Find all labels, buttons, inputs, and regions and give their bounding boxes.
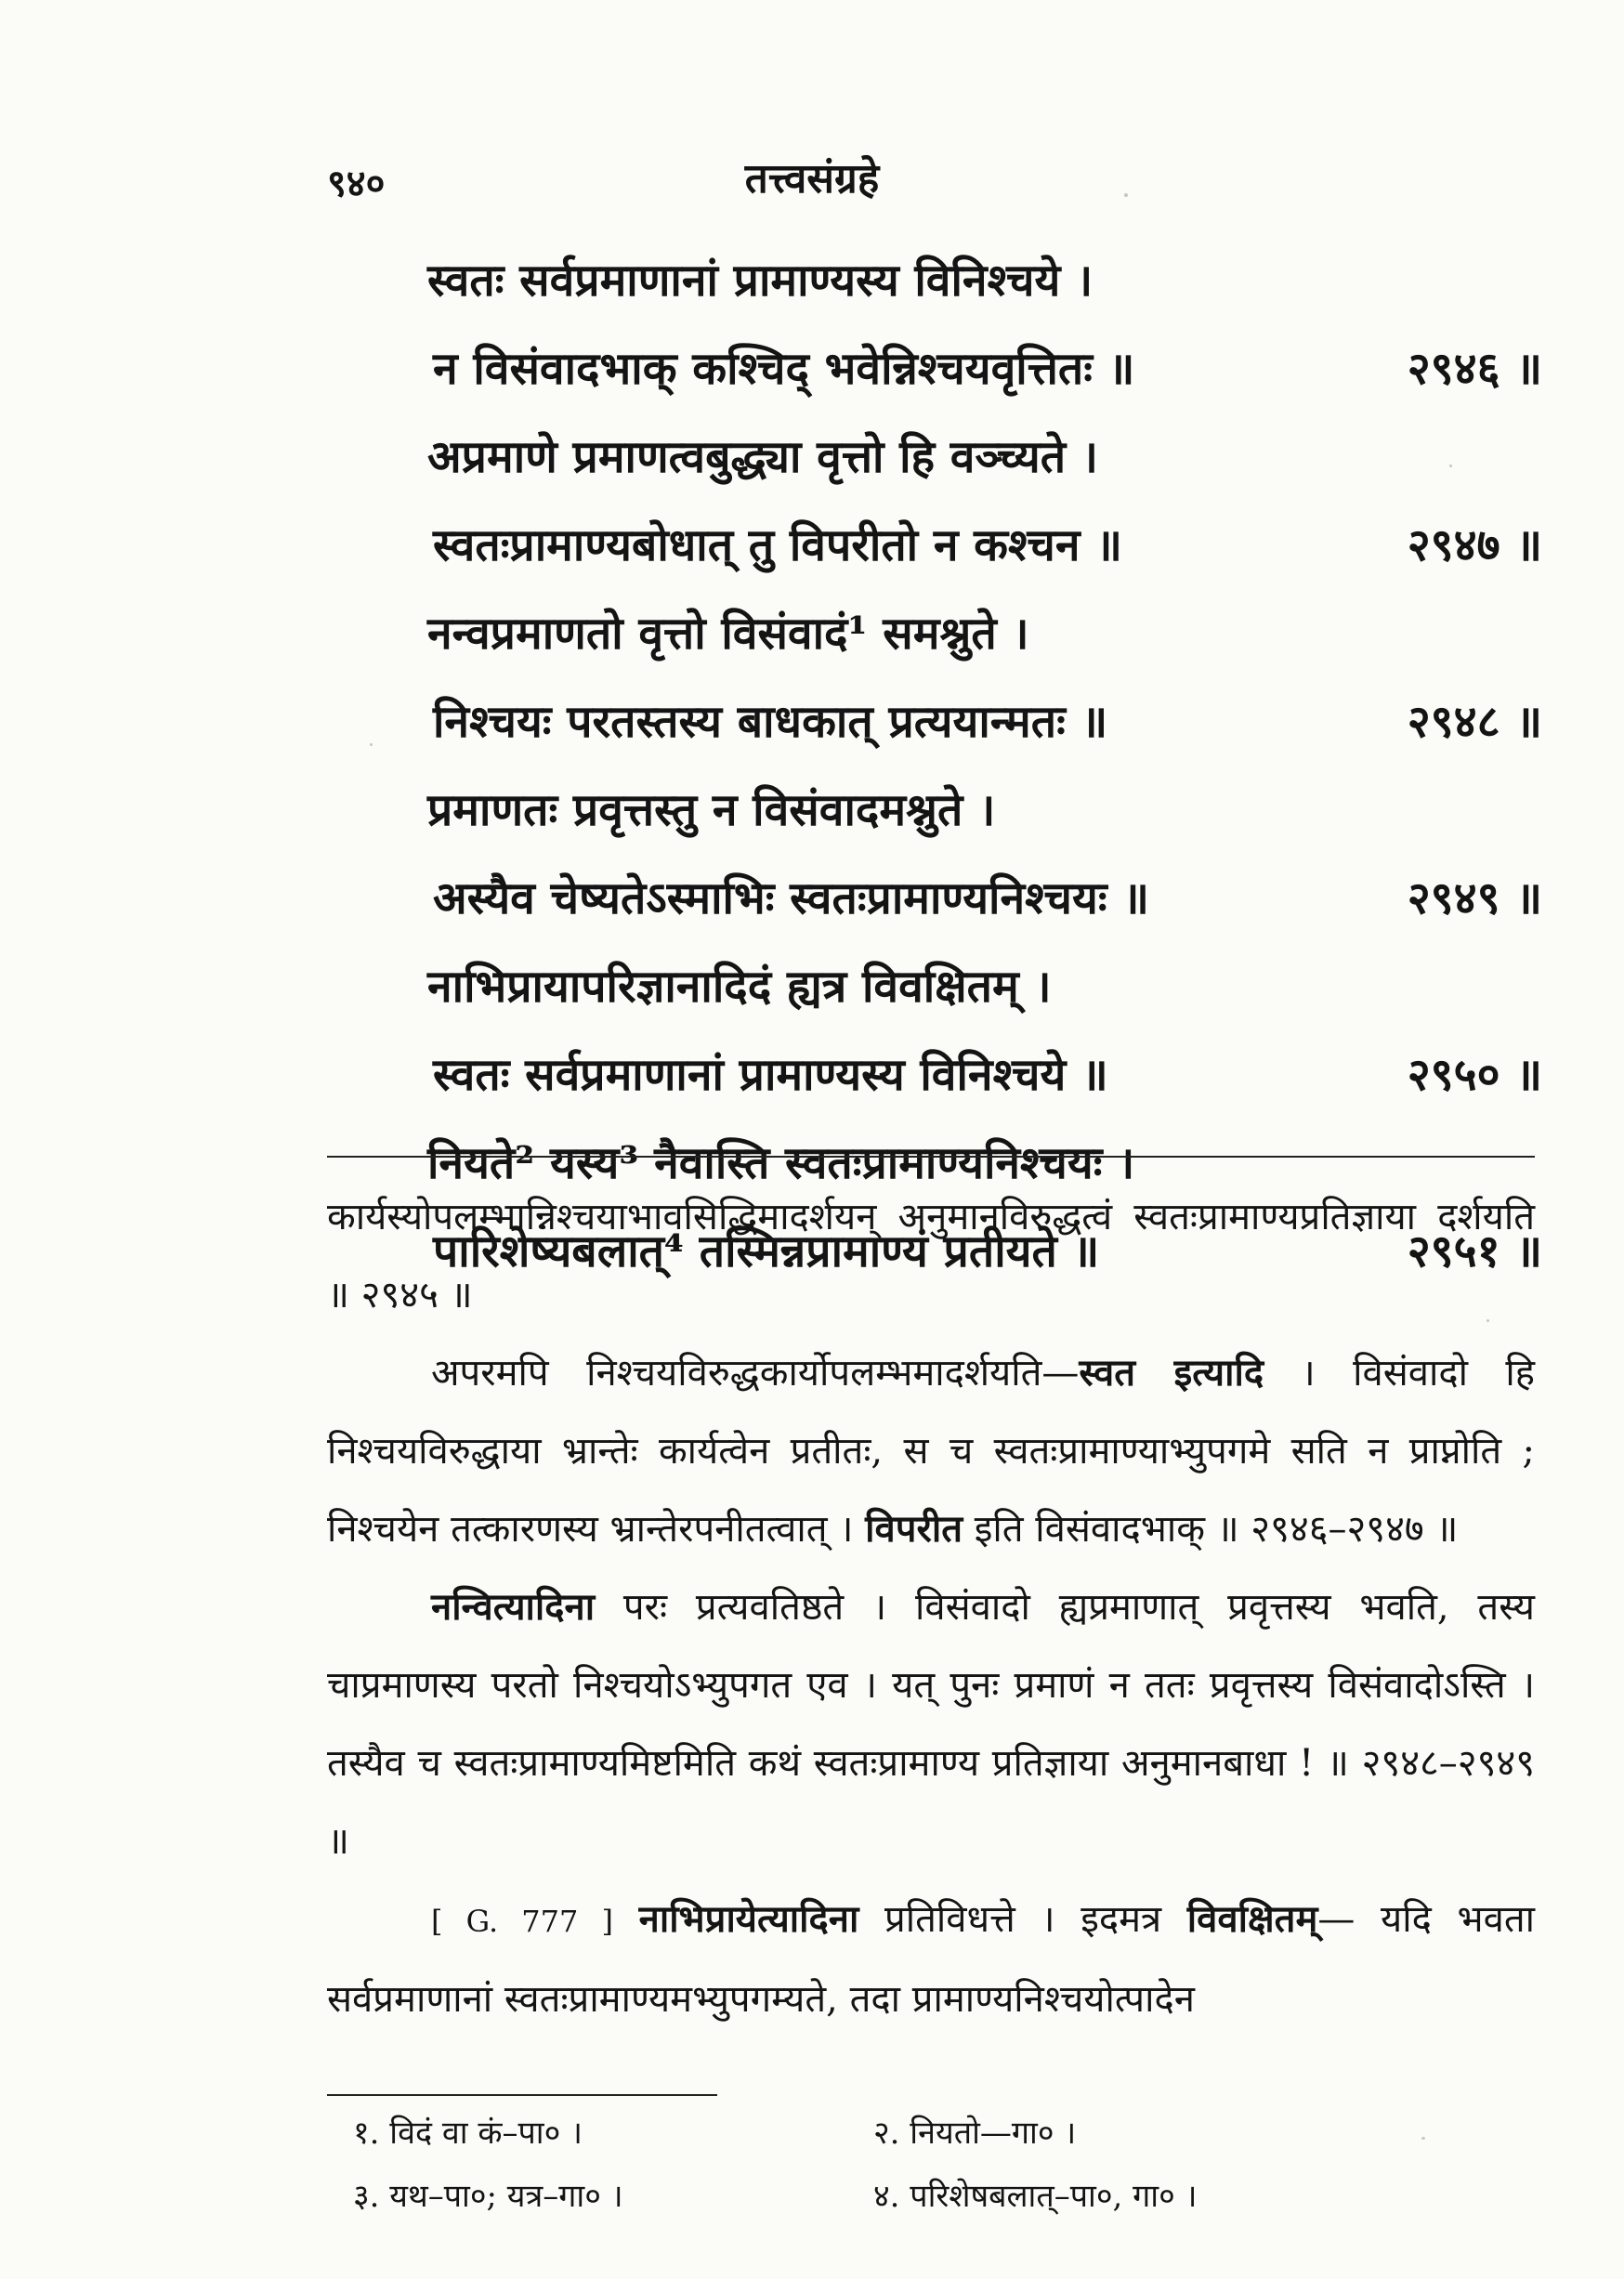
verse-divider <box>327 1156 1535 1158</box>
page-reference: [ G. 777 ] <box>431 1904 613 1939</box>
page-number: ९४० <box>327 162 386 205</box>
verse-number: २९४६ ॥ <box>1407 343 1542 395</box>
verse-line <box>427 426 1542 514</box>
lemma: विवक्षितम् <box>1186 1897 1318 1941</box>
running-head: तत्त्वसंग्रहे <box>744 155 880 203</box>
commentary-text: । विसंवादो हि निश्चयविरुद्धाया भ्रान्तेः कार्यत्वेन प्रतीतः, स च स्वतःप्रामाण्याभ्युपगमे सति न प्राप्नोति ; निश्चयेन तत्कारणस्य भ्रान्तेरपनीतत्वात् । <box>327 1352 1535 1551</box>
commentary-paragraph <box>327 1334 1535 1568</box>
verse-text: स्वतः सर्वप्रमाणानां प्रामाण्यस्य विनिश्चये । <box>427 255 1094 307</box>
scan-speck <box>1486 1319 1489 1322</box>
verse-line <box>427 602 1542 690</box>
footnotes <box>353 2107 1486 2222</box>
verse-number: २९५१ ॥ <box>1407 1225 1542 1277</box>
commentary-text: परः प्रत्यवतिष्ठते । विसंवादो ह्यप्रमाणात् प्रवृत्तस्य भवति, तस्य चाप्रमाणस्य परतो निश्चयोऽभ्युपगत एव । यत् पुनः प्रमाणं न ततः प्रवृत्तस्य विसंवादोऽस्ति । तस्यैव च स्वतःप्रामाण्यमिष्टमिति कथं स्वतःप्रामाण्य प्रतिज्ञाया अनुमानबाधा ! ॥ २९४८–२९४९ ॥ <box>327 1586 1535 1863</box>
verse-line <box>427 955 1542 1043</box>
verse-text: पारिशेष्यबलात्⁴ तस्मिन्नप्रामाण्यं प्रतीयते ॥ <box>433 1225 1100 1277</box>
commentary-text: — यदि भवता सर्वप्रमाणानां स्वतःप्रामाण्यमभ्युपगम्यते, तदा प्रामाण्यनिश्चयोत्पादेन <box>327 1898 1536 2021</box>
footnote-divider <box>327 2094 717 2096</box>
verse-line <box>427 867 1542 955</box>
scan-speck <box>1421 2137 1425 2140</box>
commentary-paragraph: कार्यस्योपलम्भान्निश्चयाभावसिद्धिमादर्शयन् अनुमानविरुद्धत्वं स्वतःप्रामाण्यप्रतिज्ञाया दर्शयति ॥ २९४५ ॥ <box>327 1196 1535 1316</box>
verse-line <box>427 1043 1542 1132</box>
verse-text: निश्चयः परतस्तस्य बाधकात् प्रत्ययान्मतः ॥ <box>433 696 1108 748</box>
verse-text: नन्वप्रमाणतो वृत्तो विसंवादं¹ समश्नुते । <box>427 608 1029 660</box>
verse-text: नाभिप्रायापरिज्ञानादिदं ह्यत्र विवक्षितम् । <box>427 961 1052 1013</box>
verse-number: २९४८ ॥ <box>1407 696 1542 748</box>
lemma: विपरीत <box>865 1507 963 1551</box>
verse-text: अस्यैव चेष्यतेऽस्माभिः स्वतःप्रामाण्यनिश्चयः ॥ <box>433 872 1149 924</box>
verse-block <box>427 249 1542 1308</box>
commentary-text: अपरमपि निश्चयविरुद्धकार्योपलम्भमादर्शयति— <box>431 1352 1080 1395</box>
verse-number: २९४७ ॥ <box>1407 519 1542 571</box>
lemma: स्वत इत्यादि <box>1079 1351 1264 1395</box>
commentary-text: इति विसंवादभाक् ॥ २९४६–२९४७ ॥ <box>974 1508 1459 1551</box>
verse-line <box>427 690 1542 779</box>
verse-text: अप्रमाणे प्रमाणत्वबुद्ध्या वृत्तो हि वञ्च्यते । <box>427 431 1098 483</box>
commentary-paragraph <box>327 1880 1535 2038</box>
verse-text: नियते² यस्य³ नैवास्ति स्वतःप्रामाण्यनिश्चयः । <box>427 1137 1135 1189</box>
footnote: १. विदं वा कं–पा० । <box>353 2115 583 2152</box>
verse-number: २९५० ॥ <box>1407 1049 1542 1101</box>
footnote: २. नियतो—गा० । <box>873 2115 1077 2152</box>
scan-speck <box>1449 465 1452 467</box>
verse-line <box>427 249 1542 337</box>
verse-text: प्रमाणतः प्रवृत्तस्तु न विसंवादमश्नुते । <box>427 784 996 836</box>
scan-speck <box>370 743 373 746</box>
verse-line <box>427 779 1542 867</box>
commentary-text: प्रतिविधत्ते । इदमत्र <box>884 1898 1162 1941</box>
lemma: नाभिप्रायेत्यादिना <box>638 1897 859 1941</box>
footnote: ३. यथ–पा०; यत्र–गा० । <box>353 2178 623 2215</box>
verse-text: स्वतःप्रामाण्यबोधात् तु विपरीतो न कश्चन ॥ <box>433 519 1123 571</box>
footnote: ४. परिशेषबलात्–पा०, गा० । <box>873 2178 1198 2215</box>
verse-line <box>427 514 1542 602</box>
commentary-paragraph <box>327 1568 1535 1880</box>
verse-text: न विसंवादभाक् कश्चिद् भवेन्निश्चयवृत्तितः ॥ <box>433 343 1135 395</box>
scan-speck <box>1124 193 1128 197</box>
commentary <box>327 1178 1535 2038</box>
verse-text: स्वतः सर्वप्रमाणानां प्रामाण्यस्य विनिश्चये ॥ <box>433 1049 1108 1101</box>
lemma: नन्वित्यादिना <box>431 1585 596 1629</box>
verse-line <box>427 337 1542 426</box>
verse-number: २९४९ ॥ <box>1407 872 1542 924</box>
